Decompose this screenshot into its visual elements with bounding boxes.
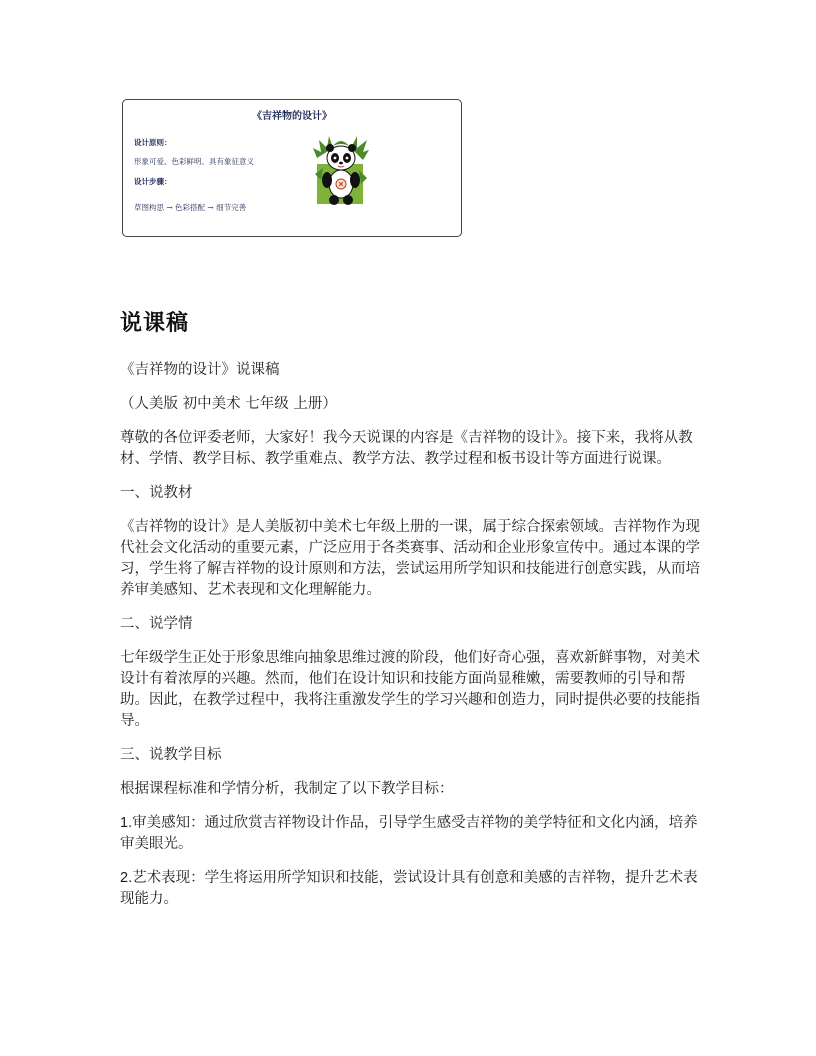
objectives-intro: 根据课程标准和学情分析，我制定了以下教学目标： — [120, 781, 454, 797]
board-title: 《吉祥物的设计》 — [252, 111, 332, 122]
section-heading-objectives: 三、说教学目标 — [120, 747, 222, 763]
students-paragraph: 七年级学生正处于形象思维向抽象思维过渡的阶段，他们好奇心强，喜欢新鲜事物，对美术设计有着浓厚的兴趣。然而，他们在设计知识和技能方面尚显稚嫩，需要教师的引导和帮助。因此，在教学过程中，我将注重激发学生的学习兴趣和创造力，同时提供必要的技能指导。 — [120, 650, 700, 729]
page-title: 说课稿 — [120, 311, 190, 336]
doc-title-line: 《吉祥物的设计》说课稿 — [120, 362, 280, 378]
steps-text: 草图构思 → 色彩搭配 → 细节完善 — [134, 203, 247, 212]
objective-number: 2. — [120, 870, 133, 886]
board-image — [122, 99, 462, 237]
edition-line: （人美版 初中美术 七年级 上册） — [120, 396, 337, 412]
section-heading-textbook: 一、说教材 — [120, 485, 193, 501]
objective-item — [120, 868, 710, 910]
principle-text: 形象可爱、色彩鲜明、具有象征意义 — [134, 157, 254, 166]
principle-label: 设计原则： — [134, 138, 172, 147]
objective-number: 1. — [120, 815, 133, 831]
panda-mascot-icon — [313, 134, 369, 206]
objective-item — [120, 813, 710, 855]
intro-paragraph: 尊敬的各位评委老师，大家好！我今天说课的内容是《吉祥物的设计》。接下来，我将从教材、学情、教学目标、教学重难点、教学方法、教学过程和板书设计等方面进行说课。 — [120, 430, 693, 467]
objective-text: 审美感知：通过欣赏吉祥物设计作品，引导学生感受吉祥物的美学特征和文化内涵，培养审美眼光。 — [120, 815, 698, 852]
objective-text: 艺术表现：学生将运用所学知识和技能，尝试设计具有创意和美感的吉祥物，提升艺术表现能力。 — [120, 870, 698, 907]
textbook-paragraph: 《吉祥物的设计》是人美版初中美术七年级上册的一课，属于综合探索领域。吉祥物作为现代社会文化活动的重要元素，广泛应用于各类赛事、活动和企业形象宣传中。通过本课的学习，学生将了解吉祥物的设计原则和方法，尝试运用所学知识和技能进行创意实践，从而培养审美感知、艺术表现和文化理解能力。 — [120, 519, 700, 598]
section-heading-students: 二、说学情 — [120, 616, 193, 632]
document-body — [120, 360, 710, 923]
steps-label: 设计步骤： — [134, 177, 172, 186]
